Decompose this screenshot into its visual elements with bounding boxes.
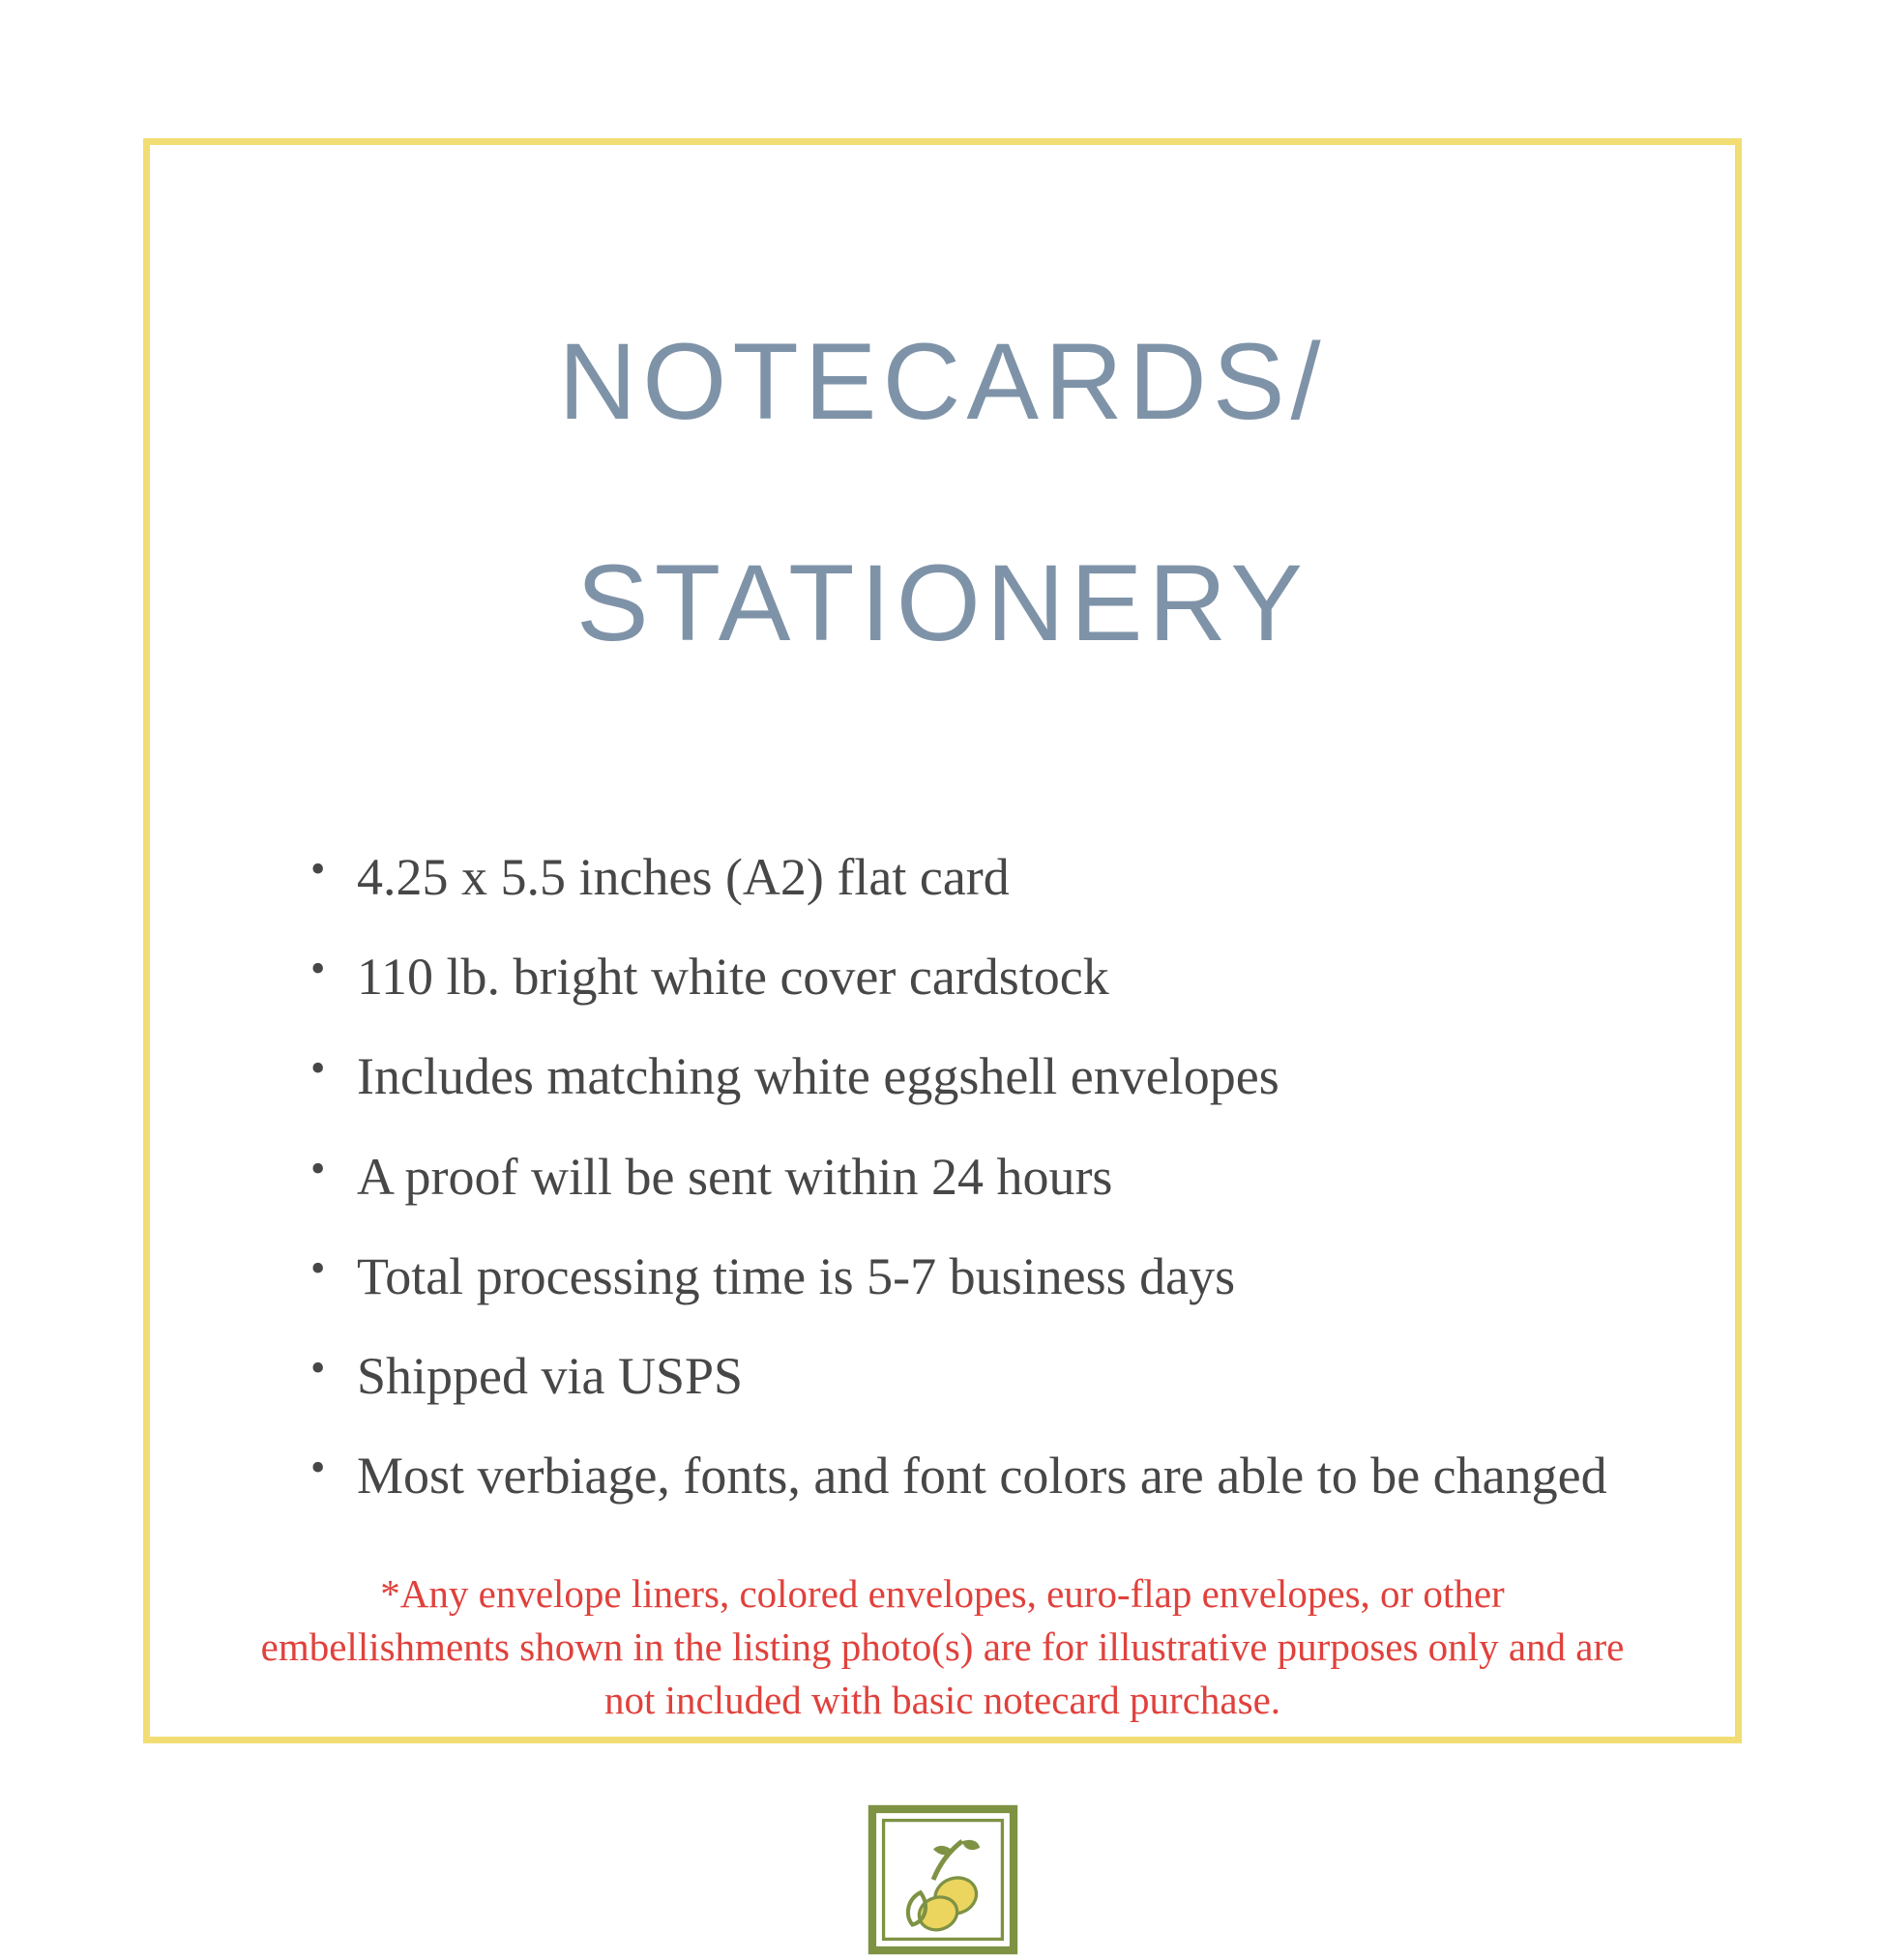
list-item: • 110 lb. bright white cover cardstock bbox=[301, 944, 1677, 1010]
list-item: • 4.25 x 5.5 inches (A2) flat card bbox=[301, 844, 1677, 911]
page-title bbox=[558, 217, 1326, 769]
lemon-branch-icon bbox=[863, 1799, 1023, 1960]
list-item: • Total processing time is 5-7 business days bbox=[301, 1243, 1677, 1310]
page-title-line-1: NOTECARDS/ bbox=[558, 321, 1327, 443]
disclaimer-text: *Any envelope liners, colored envelopes, euro-flap envelopes, or other embellishments shown in the listing photo(s) are for illustrative purposes only and are not included with basic notecard purchase. bbox=[260, 1570, 1625, 1722]
list-item: • Includes matching white eggshell envelopes bbox=[301, 1043, 1677, 1110]
list-item: • Shipped via USPS bbox=[301, 1343, 1677, 1410]
card-content bbox=[150, 145, 1735, 1737]
page-title-line-2: STATIONERY bbox=[575, 541, 1309, 663]
list-item: • A proof will be sent within 24 hours bbox=[301, 1144, 1677, 1211]
feature-list bbox=[208, 844, 1677, 1542]
card-frame bbox=[143, 138, 1742, 1743]
list-item: • Most verbiage, fonts, and font colors are able to be changed bbox=[301, 1443, 1677, 1509]
brand-logo bbox=[863, 1799, 1023, 1960]
